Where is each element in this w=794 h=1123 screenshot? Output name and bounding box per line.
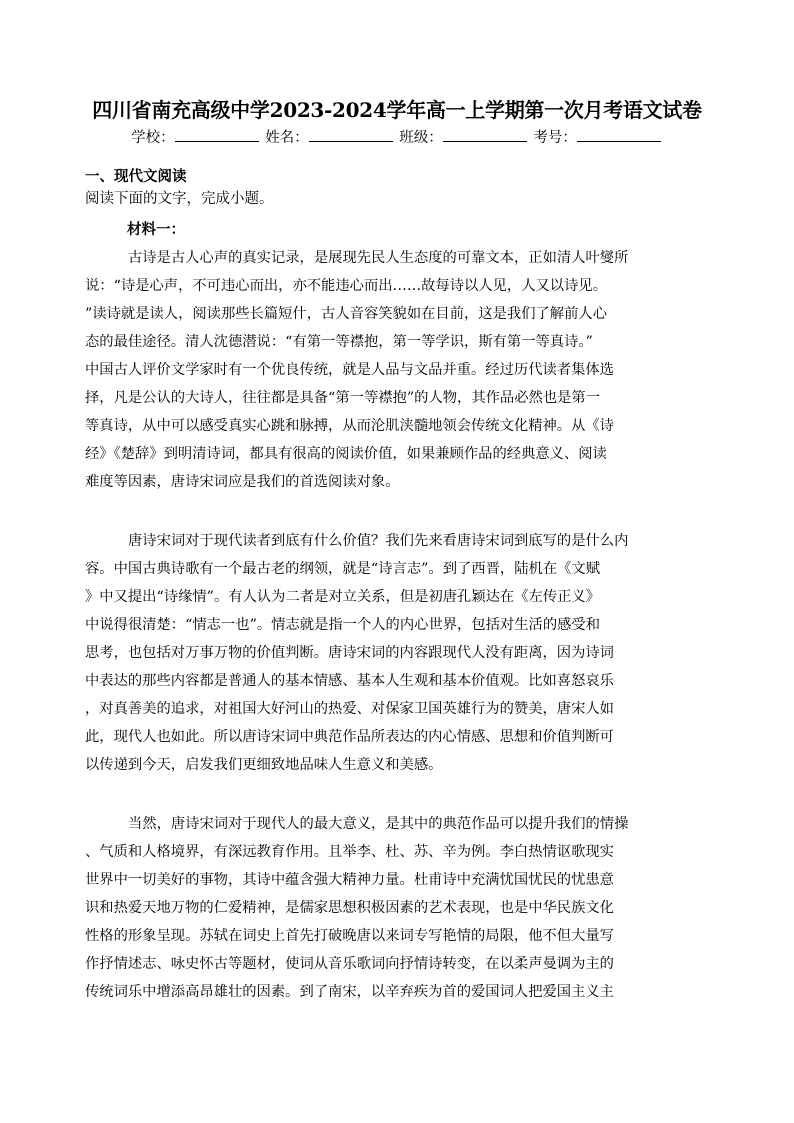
paragraph-line: 性格的形象呈现。苏轼在词史上首先打破晚唐以来词专写艳情的局限，他不但大量写 [85,928,614,944]
paragraph-line: 以传递到今天，启发我们更细致地品味人生意义和美感。 [85,757,443,773]
paragraph-2 [85,527,709,779]
paragraph-line: ，对真善美的追求，对祖国大好河山的热爱、对保家卫国英雄行为的赞美，唐宋人如 [85,701,614,717]
material-label: 材料一： [127,221,185,238]
paragraph-line: 》中又提出“诗缘情”。有人认为二者是对立关系，但是初唐孔颖达在《左传正义》 [85,589,601,605]
paragraph-3 [85,810,709,1006]
exam-number-blank[interactable] [577,127,661,142]
paragraph-line: 中国古人评价文学家时有一个优良传统，就是人品与文品并重。经过历代读者集体选 [85,362,614,378]
paragraph-line: 当然，唐诗宋词对于现代人的最大意义，是其中的典范作品可以提升我们的情操 [128,816,629,832]
paragraph-line: 思考，也包括对万事万物的价值判断。唐诗宋词的内容跟现代人没有距离，因为诗词 [85,645,614,661]
class-blank[interactable] [443,127,527,142]
exam-number-label: 考号： [533,130,577,146]
paragraph-line: ”读诗就是读人，阅读那些长篇短什，古人音容笑貌如在目前，这是我们了解前人心 [85,306,607,322]
paragraph-line: 唐诗宋词对于现代读者到底有什么价值？我们先来看唐诗宋词到底写的是什么内 [128,533,629,549]
school-label: 学校： [131,130,175,146]
paragraph-line: 识和热爱天地万物的仁爱精神，是儒家思想积极因素的艺术表现，也是中华民族文化 [85,900,614,916]
paragraph-1 [85,244,709,496]
paragraph-line: 、气质和人格境界，有深远教育作用。且举李、杜、苏、辛为例。李白热情讴歌现实 [85,844,614,860]
school-blank[interactable] [175,127,259,142]
paragraph-line: 择，凡是公认的大诗人，往往都是具备“第一等襟抱”的人物，其作品必然也是第一 [85,390,601,406]
paragraph-line: 古诗是古人心声的真实记录，是展现先民人生态度的可靠文本，正如清人叶燮所 [128,250,629,266]
paragraph-line: 难度等因素，唐诗宋词应是我们的首选阅读对象。 [85,474,400,490]
paragraph-line: 说：“诗是心声，不可违心而出，亦不能违心而出……故每诗以人见，人又以诗见。 [85,278,607,294]
paragraph-line: 中说得很清楚：“情志一也”。情志就是指一个人的内心世界，包括对生活的感受和 [85,617,601,633]
section-heading: 一、现代文阅读 [85,169,187,185]
paragraph-line: 作抒情述志、咏史怀古等题材，使词从音乐歌词向抒情诗转变，在以柔声曼调为主的 [85,956,614,972]
name-blank[interactable] [309,127,393,142]
paragraph-line: 等真诗，从中可以感受真实心跳和脉搏，从而沦肌浃髓地领会传统文化精神。从《诗 [85,418,614,434]
paragraph-line: 容。中国古典诗歌有一个最古老的纲领，就是“诗言志”。到了西晋，陆机在《文赋 [85,561,601,577]
paragraph-line: 经》《楚辞》到明清诗词，都具有很高的阅读价值，如果兼顾作品的经典意义、阅读 [85,446,607,462]
class-label: 班级： [399,130,443,146]
paragraph-line: 态的最佳途径。清人沈德潜说：“有第一等襟抱，第一等学识，斯有第一等真诗。” [85,334,593,350]
reading-instruction: 阅读下面的文字，完成小题。 [85,191,274,207]
paragraph-line: 中表达的那些内容都是普通人的基本情感、基本人生观和基本价值观。比如喜怒哀乐 [85,673,614,689]
exam-title: 四川省南充高级中学2023-2024学年高一上学期第一次月考语文试卷 [92,98,702,122]
name-label: 姓名： [265,130,309,146]
paragraph-line: 世界中一切美好的事物，其诗中蕴含强大精神力量。杜甫诗中充满忧国忧民的忧患意 [85,872,614,888]
paragraph-line: 传统词乐中增添高昂雄壮的因素。到了南宋，以辛弃疾为首的爱国词人把爱国主义主 [85,984,614,1000]
paragraph-line: 此，现代人也如此。所以唐诗宋词中典范作品所表达的内心情感、思想和价值判断可 [85,729,614,745]
student-info-line [0,127,794,148]
